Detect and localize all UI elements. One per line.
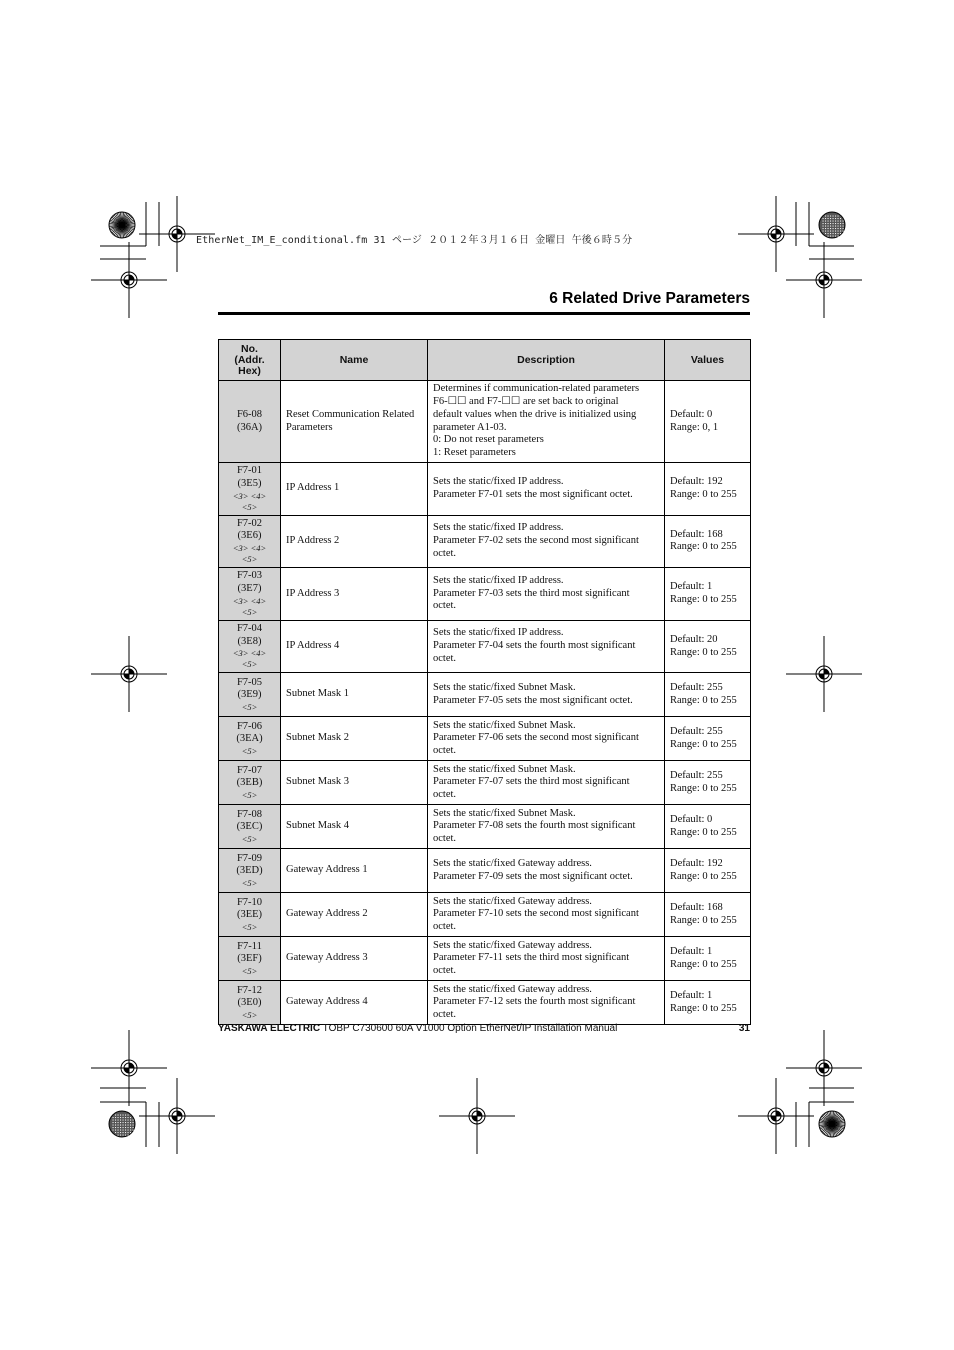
param-name: Reset Communication Related Parameters <box>281 381 428 463</box>
param-note: <5> <box>241 878 258 889</box>
param-name: IP Address 3 <box>281 568 428 621</box>
param-address: (3ED) <box>236 865 263 877</box>
param-description <box>428 620 665 673</box>
param-number-cell <box>219 805 281 849</box>
registration-target-icon <box>139 1078 215 1154</box>
value-line: Default: 0 <box>670 408 713 420</box>
table-row <box>219 620 751 673</box>
value-line: Range: 0 to 255 <box>670 593 737 605</box>
param-values <box>665 673 751 717</box>
param-number: F7-04 <box>236 622 263 634</box>
param-name: Gateway Address 1 <box>281 849 428 893</box>
param-note: <3> <4> <5> <box>232 595 267 617</box>
param-address: (3E8) <box>237 635 262 647</box>
value-line: Default: 20 <box>670 633 718 645</box>
description-line: Parameter F7-08 sets the fourth most significant <box>433 820 636 832</box>
footer-doc-title: TOBP C730600 60A V1000 Option EtherNet/IP Installation Manual <box>322 1023 618 1034</box>
param-description <box>428 568 665 621</box>
param-note: <5> <box>241 834 258 845</box>
param-address: (3EB) <box>236 777 263 789</box>
value-line: Range: 0 to 255 <box>670 694 737 706</box>
param-description <box>428 761 665 805</box>
description-line: octet. <box>433 965 457 977</box>
param-number-cell <box>219 893 281 937</box>
param-address: (3EA) <box>236 733 263 745</box>
description-line: Sets the static/fixed IP address. <box>433 627 564 639</box>
description-line: Sets the static/fixed Subnet Mask. <box>433 682 576 694</box>
description-line: octet. <box>433 1009 457 1021</box>
param-name: Gateway Address 4 <box>281 981 428 1025</box>
param-name: Subnet Mask 3 <box>281 761 428 805</box>
value-line: Range: 0 to 255 <box>670 826 737 838</box>
param-address: (3E9) <box>237 689 262 701</box>
registration-target-icon <box>786 636 862 712</box>
table-row <box>219 717 751 761</box>
param-number-cell <box>219 515 281 568</box>
value-line: Range: 0 to 255 <box>670 958 737 970</box>
param-number: F6-08 <box>236 408 263 420</box>
param-number: F7-11 <box>237 940 262 952</box>
param-address: (36A) <box>236 421 263 433</box>
value-line: Default: 1 <box>670 946 713 958</box>
param-number-cell <box>219 849 281 893</box>
param-number-cell <box>219 937 281 981</box>
param-number: F7-05 <box>236 676 263 688</box>
param-values <box>665 620 751 673</box>
value-line: Range: 0 to 255 <box>670 738 737 750</box>
param-note: <5> <box>241 746 258 757</box>
param-number: F7-09 <box>236 852 263 864</box>
value-line: Default: 1 <box>670 990 713 1002</box>
param-name: Subnet Mask 1 <box>281 673 428 717</box>
param-number: F7-02 <box>236 517 263 529</box>
description-line: Sets the static/fixed Subnet Mask. <box>433 763 576 775</box>
param-note: <5> <box>241 1010 258 1021</box>
header-no-line: (Addr. <box>234 353 265 366</box>
value-line: Range: 0 to 255 <box>670 782 737 794</box>
table-header-row <box>219 340 751 381</box>
param-number-cell <box>219 568 281 621</box>
registration-target-icon <box>439 1078 515 1154</box>
table-row <box>219 673 751 717</box>
description-line: Sets the static/fixed IP address. <box>433 574 564 586</box>
description-line: octet. <box>433 600 457 612</box>
value-line: Default: 168 <box>670 528 723 540</box>
table-body <box>219 381 751 1025</box>
param-description <box>428 805 665 849</box>
description-line: parameter A1-03. <box>433 421 507 433</box>
table-row <box>219 937 751 981</box>
header-name: Name <box>281 340 428 381</box>
description-line: Sets the static/fixed Gateway address. <box>433 895 592 907</box>
description-line: Sets the static/fixed IP address. <box>433 476 564 487</box>
param-values <box>665 717 751 761</box>
value-line: Default: 1 <box>670 581 713 593</box>
value-line: Range: 0, 1 <box>670 421 719 433</box>
param-number: F7-03 <box>236 570 263 582</box>
param-address: (3E5) <box>237 477 262 489</box>
param-address: (3E6) <box>237 530 262 542</box>
param-number: F7-06 <box>236 720 263 732</box>
param-values <box>665 515 751 568</box>
table-row <box>219 893 751 937</box>
param-name: IP Address 4 <box>281 620 428 673</box>
param-number-cell <box>219 381 281 463</box>
param-values <box>665 937 751 981</box>
description-line: Parameter F7-11 sets the third most significant <box>433 952 630 964</box>
description-line: Sets the static/fixed Subnet Mask. <box>433 807 576 819</box>
param-name: Gateway Address 2 <box>281 893 428 937</box>
starburst-mark-icon <box>819 1111 845 1137</box>
description-line: Sets the static/fixed IP address. <box>433 522 564 534</box>
description-line: Parameter F7-09 sets the most significant octet. <box>433 870 633 882</box>
value-line: Range: 0 to 255 <box>670 1002 737 1014</box>
param-note: <3> <4> <5> <box>232 543 267 565</box>
value-line: Default: 255 <box>670 682 723 694</box>
description-line: Sets the static/fixed Gateway address. <box>433 939 592 951</box>
param-name: Subnet Mask 2 <box>281 717 428 761</box>
parameter-table <box>218 339 751 1025</box>
description-line: Sets the static/fixed Gateway address. <box>433 983 592 995</box>
table-row <box>219 805 751 849</box>
table-row <box>219 568 751 621</box>
print-job-header: EtherNet_IM_E_conditional.fm 31 ページ ２０１２年３月１６日 金曜日 午後６時５分 <box>196 235 633 246</box>
param-description <box>428 937 665 981</box>
param-address: (3E7) <box>237 582 262 594</box>
param-number-cell <box>219 620 281 673</box>
header-values: Values <box>665 340 751 381</box>
param-note: <5> <box>241 702 258 713</box>
header-no-line: Hex) <box>238 364 261 377</box>
param-description <box>428 381 665 463</box>
value-line: Range: 0 to 255 <box>670 488 737 500</box>
param-note: <3> <4> <5> <box>232 648 267 670</box>
description-line: octet. <box>433 833 457 845</box>
param-address: (3EE) <box>236 909 263 921</box>
param-number: F7-12 <box>236 984 263 996</box>
value-line: Default: 255 <box>670 770 723 782</box>
page-number: 31 <box>738 1023 750 1034</box>
header-no-line: No. <box>241 342 258 355</box>
description-line: Determines if communication-related parameters <box>433 383 640 395</box>
description-line: Parameter F7-10 sets the second most significant <box>433 908 639 920</box>
registration-target-icon <box>738 196 814 272</box>
param-description <box>428 893 665 937</box>
description-line: default values when the drive is initialized using <box>433 408 637 420</box>
param-number-cell <box>219 717 281 761</box>
description-line: Parameter F7-03 sets the third most significant <box>433 587 630 599</box>
registration-target-icon <box>738 1078 814 1154</box>
description-line: octet. <box>433 652 457 664</box>
param-description <box>428 463 665 516</box>
value-line: Default: 255 <box>670 726 723 738</box>
param-address: (3EF) <box>237 953 262 965</box>
param-number: F7-10 <box>236 896 263 908</box>
value-line: Range: 0 to 255 <box>670 541 737 553</box>
description-line: Sets the static/fixed Subnet Mask. <box>433 719 576 731</box>
param-note: <5> <box>241 790 258 801</box>
param-values <box>665 805 751 849</box>
param-number: F7-01 <box>236 465 263 476</box>
description-line: F6-☐☐ and F7-☐☐ are set back to original <box>433 395 619 407</box>
value-line: Range: 0 to 255 <box>670 870 737 882</box>
header-no <box>219 340 281 381</box>
description-line: Parameter F7-01 sets the most significant octet. <box>433 488 633 500</box>
value-line: Default: 192 <box>670 858 723 870</box>
registration-target-icon <box>91 636 167 712</box>
param-note: <5> <box>241 966 258 977</box>
registration-target-icon <box>91 242 167 318</box>
description-line: Sets the static/fixed Gateway address. <box>433 858 592 870</box>
starburst-mark-icon <box>109 212 135 238</box>
header-description: Description <box>428 340 665 381</box>
description-line: Parameter F7-04 sets the fourth most significant <box>433 640 636 652</box>
param-number-cell <box>219 981 281 1025</box>
value-line: Range: 0 to 255 <box>670 914 737 926</box>
halftone-mark-icon <box>109 1111 135 1137</box>
registration-target-icon <box>786 242 862 318</box>
registration-target-icon <box>91 1030 167 1106</box>
value-line: Default: 168 <box>670 902 723 914</box>
param-note: <5> <box>241 922 258 933</box>
description-line: octet. <box>433 547 457 559</box>
section-rule <box>218 312 750 315</box>
param-values <box>665 893 751 937</box>
param-number: F7-07 <box>236 764 263 776</box>
table-row <box>219 463 751 516</box>
description-line: Parameter F7-02 sets the second most significant <box>433 534 639 546</box>
table-row <box>219 981 751 1025</box>
param-name: Subnet Mask 4 <box>281 805 428 849</box>
table-row <box>219 515 751 568</box>
param-description <box>428 673 665 717</box>
param-description <box>428 717 665 761</box>
param-description <box>428 849 665 893</box>
param-values <box>665 761 751 805</box>
description-line: octet. <box>433 921 457 933</box>
param-note: <3> <4> <5> <box>232 490 267 512</box>
param-name: IP Address 2 <box>281 515 428 568</box>
param-number-cell <box>219 761 281 805</box>
param-description <box>428 981 665 1025</box>
param-values <box>665 381 751 463</box>
description-line: Parameter F7-12 sets the fourth most significant <box>433 996 636 1008</box>
param-values <box>665 981 751 1025</box>
param-address: (3E0) <box>237 997 262 1009</box>
section-title: 6 Related Drive Parameters <box>549 290 750 307</box>
description-line: Parameter F7-05 sets the most significant octet. <box>433 694 633 706</box>
value-line: Default: 192 <box>670 476 723 487</box>
param-name: IP Address 1 <box>281 463 428 516</box>
param-number-cell <box>219 463 281 516</box>
halftone-mark-icon <box>819 212 845 238</box>
value-line: Default: 0 <box>670 814 713 826</box>
description-line: Parameter F7-06 sets the second most significant <box>433 732 639 744</box>
footer-brand: YASKAWA ELECTRIC <box>218 1023 321 1034</box>
param-name: Gateway Address 3 <box>281 937 428 981</box>
param-number: F7-08 <box>236 808 263 820</box>
table-row <box>219 761 751 805</box>
table-row <box>219 381 751 463</box>
param-values <box>665 463 751 516</box>
description-line: Parameter F7-07 sets the third most significant <box>433 776 630 788</box>
param-number-cell <box>219 673 281 717</box>
registration-target-icon <box>786 1030 862 1106</box>
description-line: octet. <box>433 789 457 801</box>
value-line: Range: 0 to 255 <box>670 646 737 658</box>
page-footer <box>218 1023 750 1034</box>
description-line: octet. <box>433 745 457 757</box>
description-line: 1: Reset parameters <box>433 447 516 459</box>
param-values <box>665 568 751 621</box>
param-address: (3EC) <box>236 821 263 833</box>
table-row <box>219 849 751 893</box>
param-values <box>665 849 751 893</box>
description-line: 0: Do not reset parameters <box>433 434 544 446</box>
param-description <box>428 515 665 568</box>
